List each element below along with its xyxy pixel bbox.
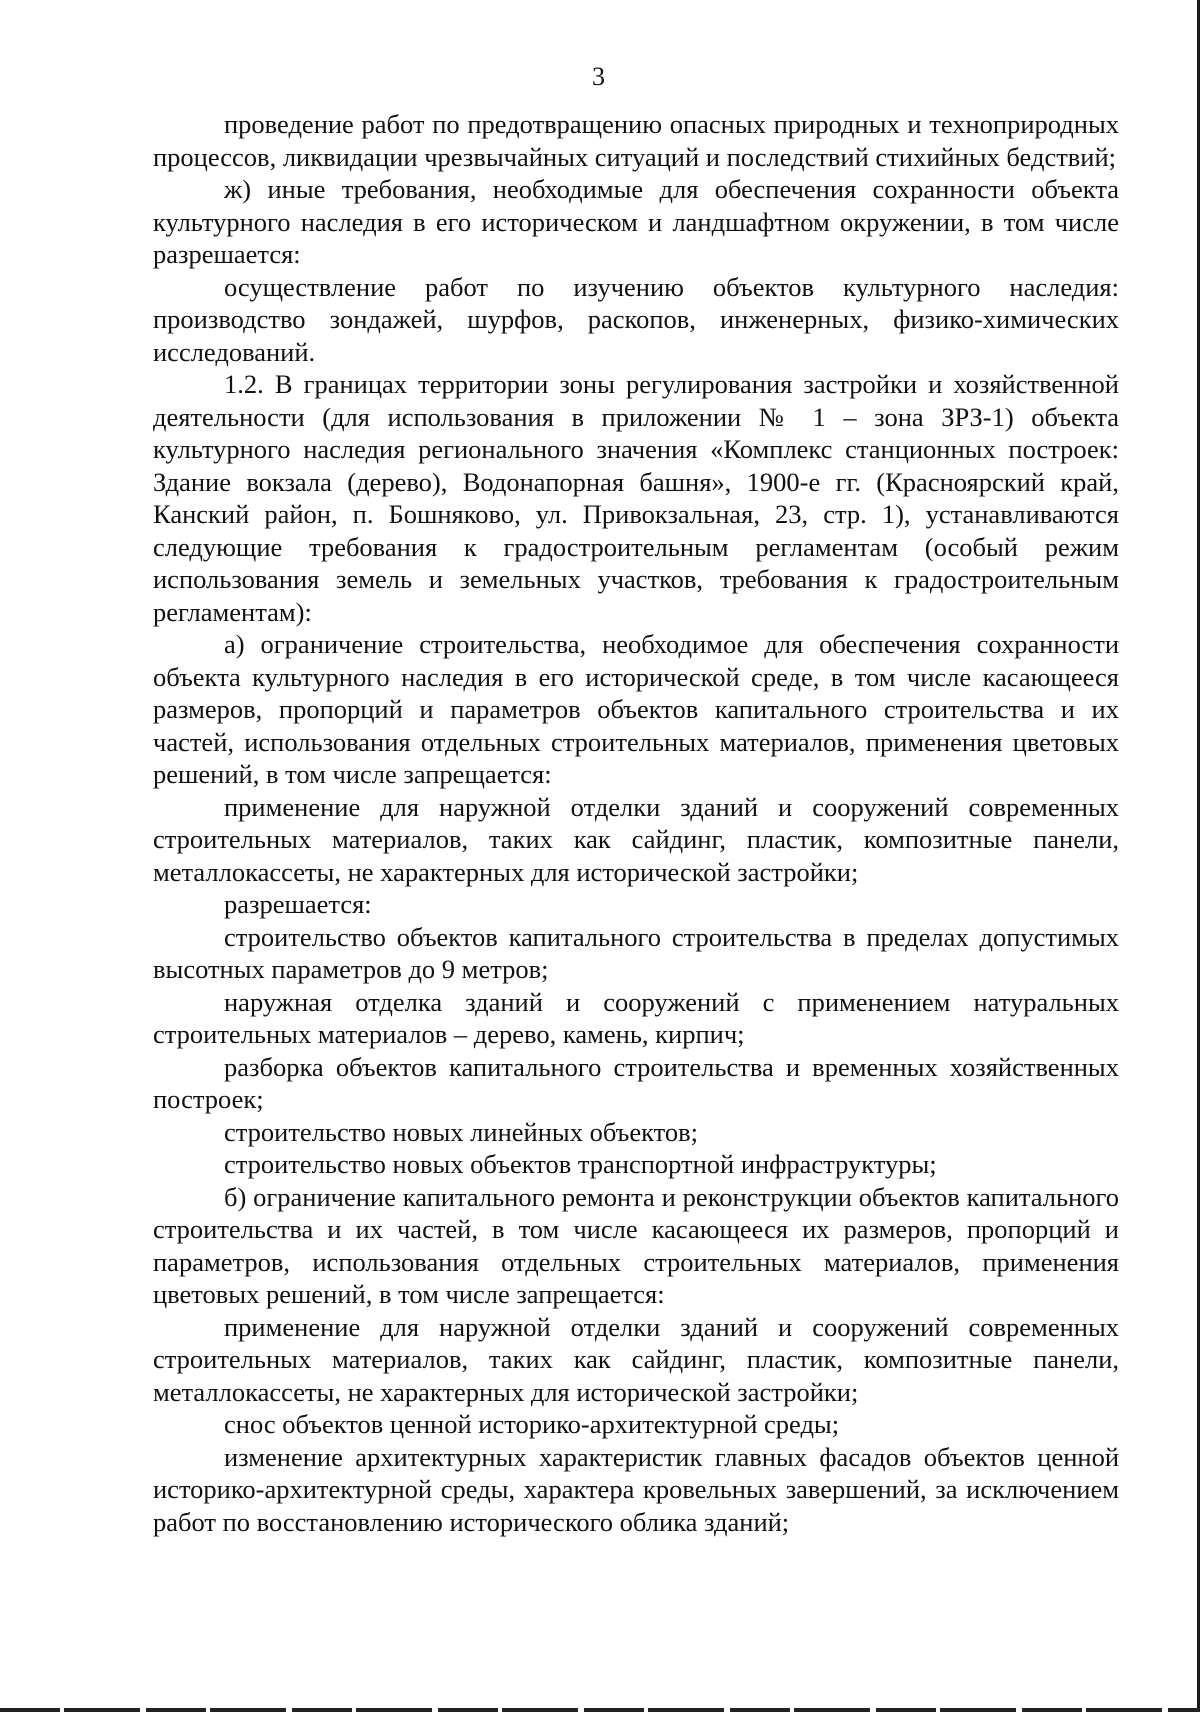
document-body: [153, 108, 1119, 1538]
paragraph: наружная отделка зданий и сооружений с применением натуральных строительных материалов – дерево, камень, кирпич;: [153, 986, 1119, 1049]
paragraph: разборка объектов капитального строительства и временных хозяйственных построек;: [153, 1051, 1119, 1114]
paragraph: б) ограничение капитального ремонта и реконструкции объектов капитального строительства и их частей, в том числе касающееся их размеров, пропорций и параметров, использования отдельных строительных материалов, применения цветовых решений, в том числе запрещается:: [153, 1181, 1119, 1309]
paragraph: разрешается:: [224, 889, 372, 919]
paragraph: строительство новых линейных объектов;: [224, 1116, 698, 1147]
paragraph: ж) иные требования, необходимые для обеспечения сохранности объекта культурного наследия в его историческом и ландшафтном окружении, в том числе разрешается:: [153, 174, 1119, 269]
paragraph: применение для наружной отделки зданий и сооружений современных строительных материалов, таких как сайдинг, пластик, композитные панели, металлокассеты, не характерных для исторической застройки;: [153, 1311, 1119, 1407]
paragraph: осуществление работ по изучению объектов культурного наследия: производство зондажей, шурфов, раскопов, инженерных, физико-химических исследований.: [153, 271, 1119, 367]
page-number: 3: [592, 62, 605, 91]
paragraph: применение для наружной отделки зданий и сооружений современных строительных материалов, таких как сайдинг, пластик, композитные панели, металлокассеты, не характерных для исторической застройки;: [153, 791, 1119, 887]
paragraph: строительство новых объектов транспортной инфраструктуры;: [224, 1149, 937, 1179]
paragraph: проведение работ по предотвращению опасных природных и технoприродных процессов, ликвидации чрезвычайных ситуаций и последствий стихийных бедствий;: [153, 109, 1119, 172]
scan-edge-divider: [0, 1708, 1200, 1712]
paragraph: 1.2. В границах территории зоны регулирования застройки и хозяйственной деятельности (для использования в приложении № 1 – зона ЗРЗ-1) объекта культурного наследия регионального значения «Комплекс станционных построек: Здание вокзала (дерево), Водонапорная башня», 1900-е гг. (Красноярский край, Канский район, п. Бошняково, ул. Привокзальная, 23, стр. 1), устанавливаются следующие требования к градостроительным регламентам (особый режим использования земель и земельных участков, требования к градостроительным регламентам):: [153, 369, 1119, 627]
paragraph: строительство объектов капитального строительства в пределах допустимых высотных параметров до 9 метров;: [153, 921, 1119, 984]
paragraph: изменение архитектурных характеристик главных фасадов объектов ценной историко-архитектурной среды, характера кровельных завершений, за исключением работ по восстановлению исторического облика зданий;: [153, 1441, 1119, 1537]
paragraph: а) ограничение строительства, необходимое для обеспечения сохранности объекта культурного наследия в его исторической среде, в том числе касающееся размеров, пропорций и параметров объектов капитального строительства и их частей, использования отдельных строительных материалов, применения цветовых решений, в том числе запрещается:: [153, 629, 1119, 789]
paragraph: снос объектов ценной историко-архитектурной среды;: [224, 1409, 840, 1439]
